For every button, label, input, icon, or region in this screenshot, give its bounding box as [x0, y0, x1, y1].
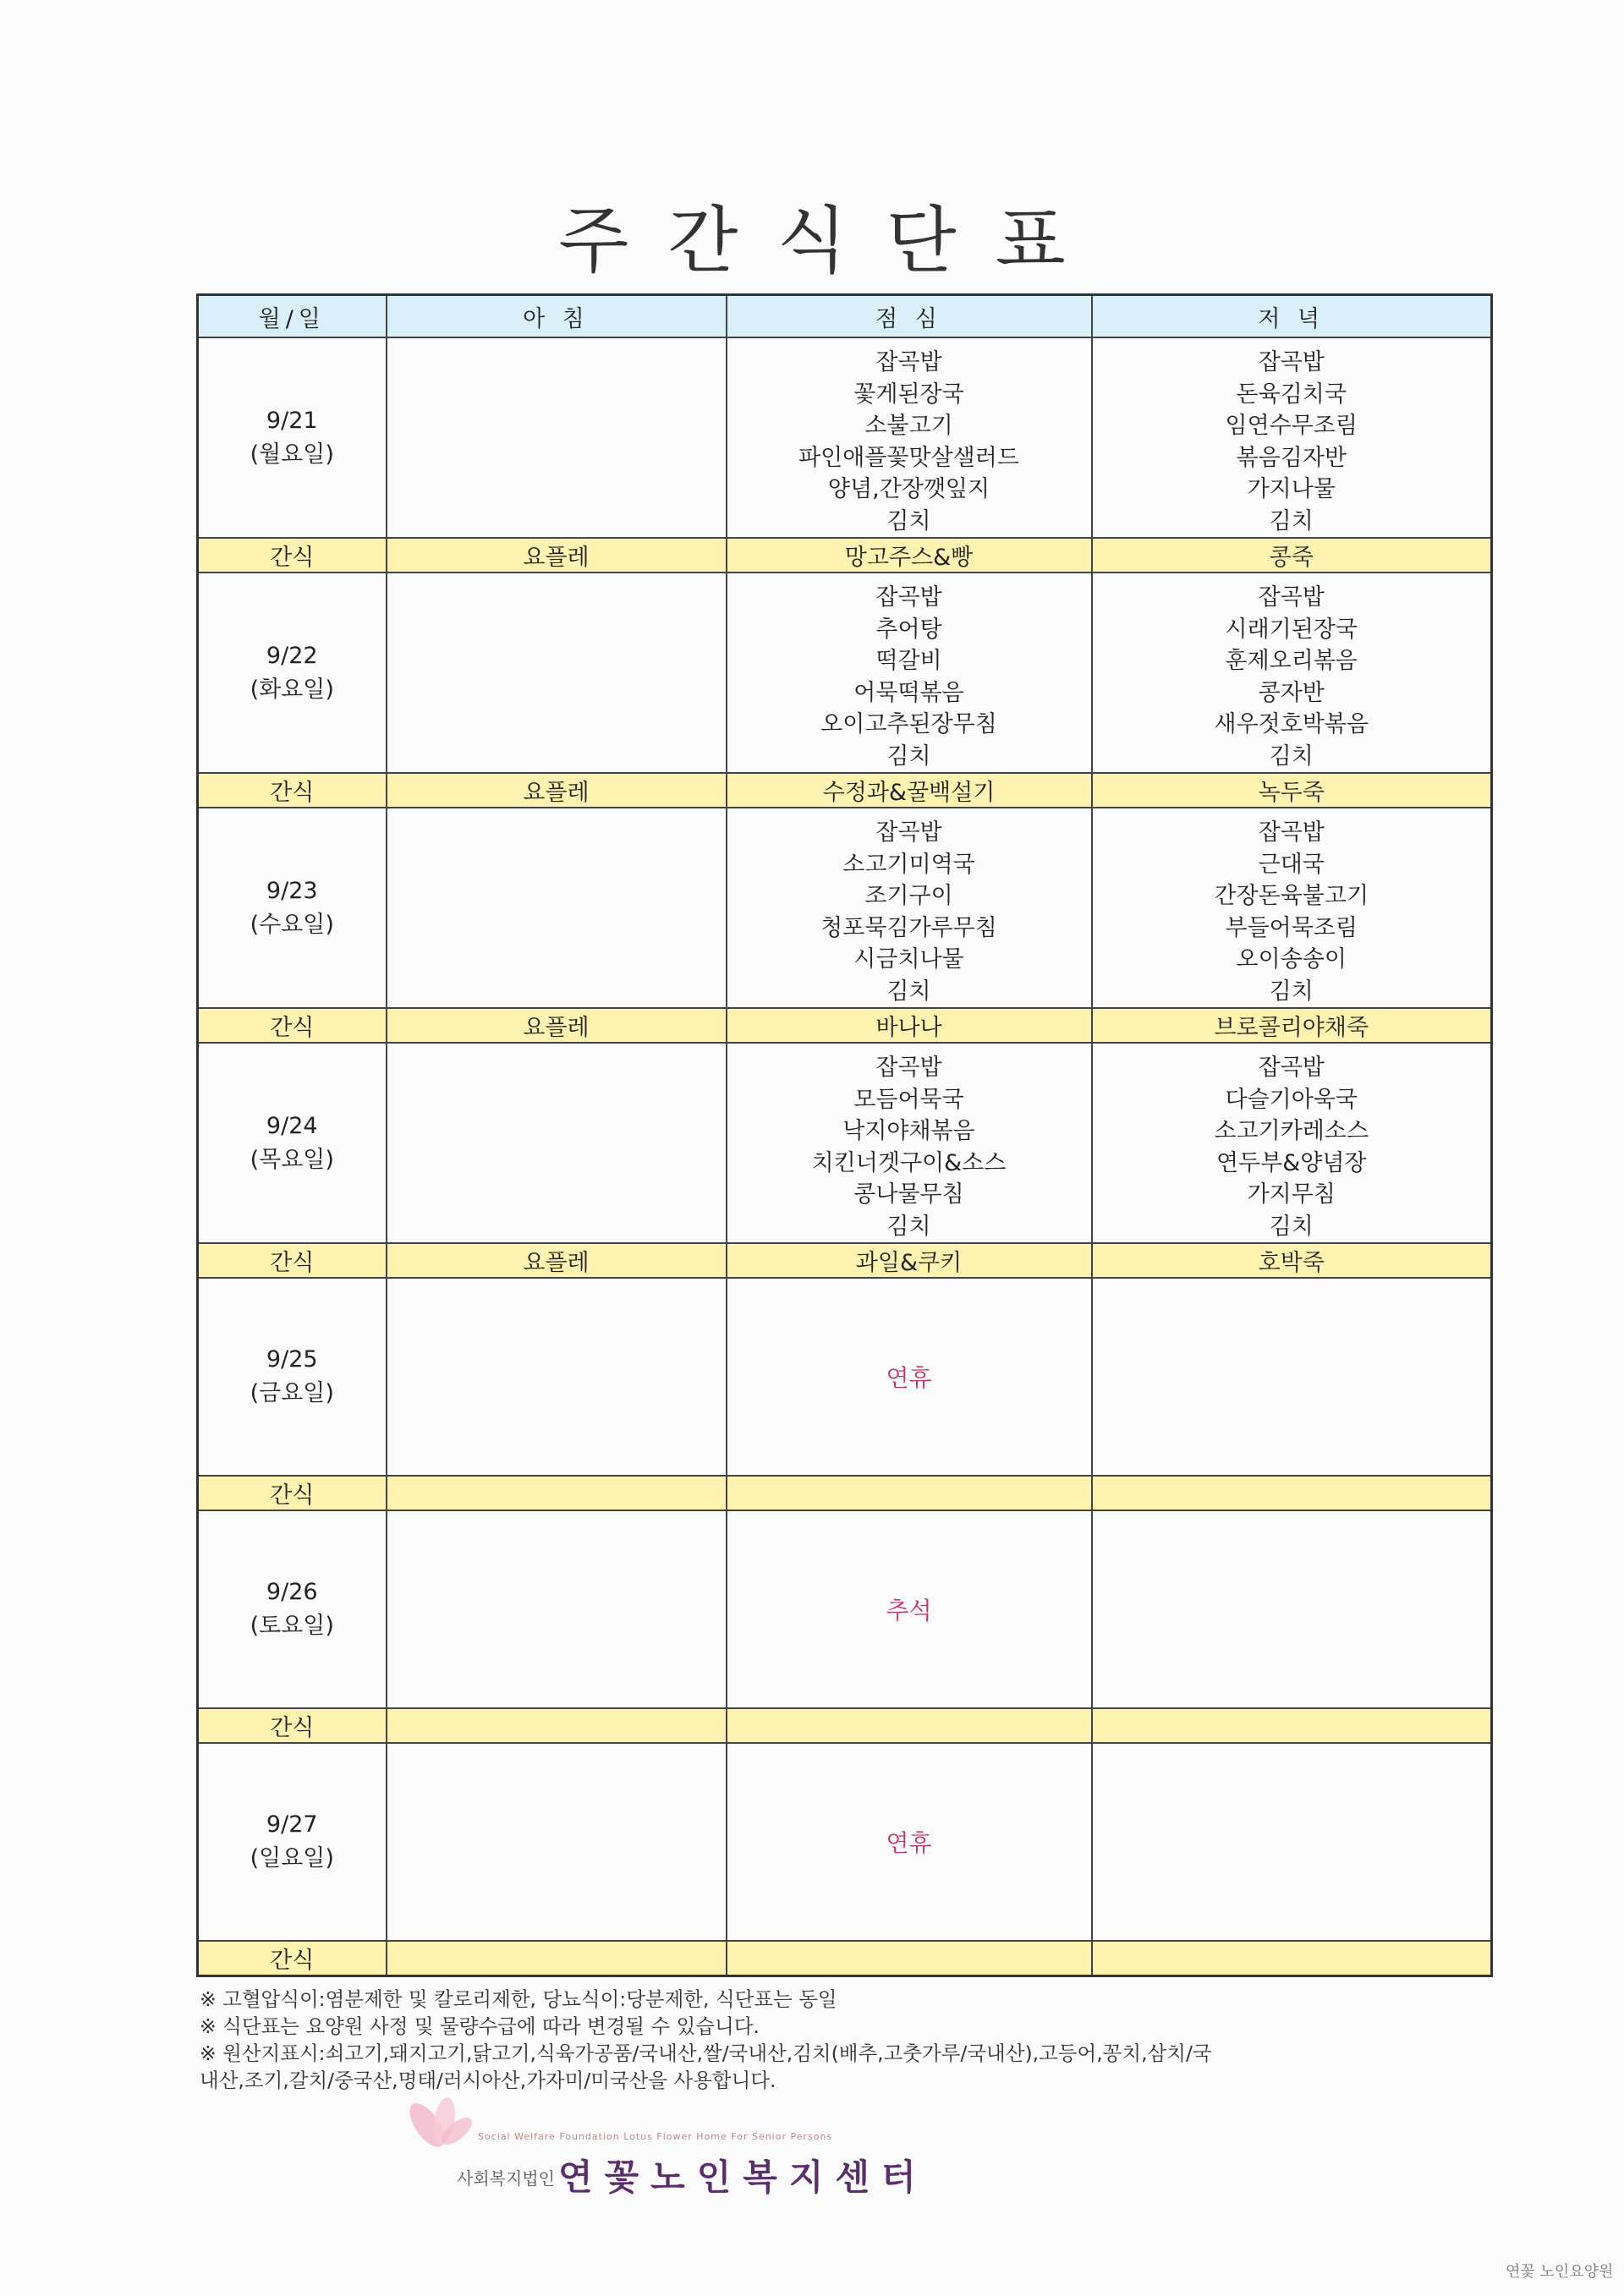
- snack-label: 간식: [198, 1243, 387, 1278]
- snack-row: [198, 1243, 1492, 1278]
- logo-corp-text: 사회복지법인: [457, 2168, 555, 2189]
- date-text: 9/25: [266, 1346, 318, 1373]
- date-cell: [198, 573, 387, 773]
- snack-dinner: 콩죽: [1092, 538, 1492, 573]
- menu-item: 잡곡밥: [1258, 1055, 1325, 1081]
- menu-item: 김치: [886, 1213, 931, 1240]
- note-line: ※ 고혈압식이:염분제한 및 칼로리제한, 당뇨식이:당분제한, 식단표는 동일: [200, 1987, 837, 2011]
- date-text: 9/24: [266, 1112, 318, 1139]
- dinner-cell: [1092, 1510, 1492, 1708]
- lunch-cell: [727, 808, 1092, 1008]
- menu-item: 김치: [886, 507, 931, 534]
- menu-item: 간장돈육불고기: [1214, 883, 1369, 909]
- snack-dinner: 호박죽: [1092, 1243, 1492, 1278]
- day-row: [198, 1278, 1492, 1476]
- weekday-text: (월요일): [250, 441, 334, 468]
- date-cell: [198, 1278, 387, 1476]
- menu-item: 김치: [886, 978, 931, 1005]
- menu-item: 시금치나물: [853, 946, 964, 973]
- snack-lunch: [727, 1476, 1092, 1510]
- header-lunch: 점 심: [727, 295, 1092, 338]
- day-row: [198, 808, 1492, 1008]
- menu-item: 오이고추된장무침: [820, 711, 997, 737]
- day-row: [198, 1043, 1492, 1243]
- dinner-cell: [1092, 808, 1492, 1008]
- snack-row: [198, 773, 1492, 808]
- header-dinner: 저 녁: [1092, 295, 1492, 338]
- dinner-cell: [1092, 1043, 1492, 1243]
- snack-lunch: 과일&쿠키: [727, 1243, 1092, 1278]
- menu-item: 치킨너겟구이&소스: [811, 1149, 1007, 1176]
- menu-item: 잡곡밥: [875, 349, 942, 375]
- snack-lunch: 수정과&꿀백설기: [727, 773, 1092, 808]
- snack-row: [198, 1941, 1492, 1976]
- day-row: [198, 1510, 1492, 1708]
- logo-org-name: 연꽃노인복지센터: [558, 2156, 928, 2198]
- snack-breakfast: [387, 1708, 727, 1743]
- lunch-cell: [727, 337, 1092, 538]
- menu-item: 양념,간장깻잎지: [827, 476, 990, 502]
- weekly-menu-table: [196, 293, 1493, 1977]
- snack-breakfast: [387, 1476, 727, 1510]
- menu-item: 돈육김치국: [1236, 381, 1347, 408]
- lunch-cell: [727, 573, 1092, 773]
- holiday-label: 연휴: [886, 1829, 932, 1857]
- note-line: ※ 식단표는 요양원 사정 및 물량수급에 따라 변경될 수 있습니다.: [200, 2014, 760, 2038]
- lunch-cell: [727, 1043, 1092, 1243]
- menu-item: 낙지야채볶음: [842, 1118, 975, 1144]
- dinner-cell: [1092, 1278, 1492, 1476]
- snack-dinner: 브로콜리야채죽: [1092, 1008, 1492, 1043]
- logo-english-text: Social Welfare Foundation Lotus Flower Home For Senior Persons: [478, 2131, 833, 2142]
- snack-lunch: 망고주스&빵: [727, 538, 1092, 573]
- day-row: [198, 573, 1492, 773]
- snack-label: 간식: [198, 1476, 387, 1510]
- note-line: 내산,조기,갈치/중국산,명태/러시아산,가자미/미국산을 사용합니다.: [200, 2069, 776, 2092]
- snack-dinner: [1092, 1708, 1492, 1743]
- menu-item: 소고기카레소스: [1214, 1118, 1369, 1144]
- breakfast-cell: [387, 808, 727, 1008]
- menu-item: 가지무침: [1247, 1181, 1336, 1208]
- snack-dinner: [1092, 1476, 1492, 1510]
- menu-item: 떡갈비: [875, 648, 942, 674]
- snack-breakfast: 요플레: [387, 1008, 727, 1043]
- menu-item: 소불고기: [864, 413, 953, 439]
- snack-dinner: [1092, 1941, 1492, 1976]
- weekday-text: (토요일): [250, 1613, 334, 1639]
- menu-item: 모듬어묵국: [853, 1086, 964, 1113]
- menu-item: 근대국: [1258, 851, 1325, 878]
- date-text: 9/27: [266, 1811, 318, 1838]
- snack-row: [198, 1008, 1492, 1043]
- date-cell: [198, 808, 387, 1008]
- breakfast-cell: [387, 1043, 727, 1243]
- dinner-cell: [1092, 573, 1492, 773]
- weekday-text: (일요일): [250, 1845, 334, 1871]
- date-cell: [198, 1743, 387, 1941]
- footnotes: [200, 1986, 1502, 2094]
- table-header-row: [198, 295, 1492, 338]
- menu-item: 오이송송이: [1236, 946, 1347, 973]
- menu-item: 파인애플꽃맛살샐러드: [798, 444, 1019, 471]
- breakfast-cell: [387, 1743, 727, 1941]
- snack-row: [198, 1708, 1492, 1743]
- weekday-text: (화요일): [250, 676, 334, 703]
- date-text: 9/22: [266, 642, 318, 669]
- snack-label: 간식: [198, 1941, 387, 1976]
- snack-lunch: [727, 1708, 1092, 1743]
- menu-item: 김치: [1269, 507, 1314, 534]
- menu-item: 콩자반: [1258, 679, 1325, 706]
- snack-breakfast: [387, 1941, 727, 1976]
- menu-item: 새우젓호박볶음: [1214, 711, 1369, 737]
- lunch-cell: [727, 1278, 1092, 1476]
- menu-item: 잡곡밥: [875, 584, 942, 611]
- holiday-label: 추석: [886, 1597, 932, 1625]
- breakfast-cell: [387, 1510, 727, 1708]
- menu-item: 잡곡밥: [1258, 819, 1325, 846]
- table-body: [198, 337, 1492, 1976]
- date-cell: [198, 1043, 387, 1243]
- day-row: [198, 1743, 1492, 1941]
- breakfast-cell: [387, 337, 727, 538]
- corner-watermark: 연꽃 노인요양원: [1506, 2263, 1614, 2281]
- weekday-text: (목요일): [250, 1146, 334, 1173]
- breakfast-cell: [387, 1278, 727, 1476]
- dinner-cell: [1092, 337, 1492, 538]
- menu-item: 콩나물무침: [853, 1181, 964, 1208]
- snack-breakfast: 요플레: [387, 773, 727, 808]
- snack-row: [198, 1476, 1492, 1510]
- holiday-label: 연휴: [886, 1364, 932, 1392]
- note-line: ※ 원산지표시:쇠고기,돼지고기,닭고기,식육가공품/국내산,쌀/국내산,김치(배추,고춧가루/국내산),고등어,꽁치,삼치/국: [200, 2041, 1212, 2065]
- date-text: 9/21: [266, 407, 318, 434]
- snack-label: 간식: [198, 1708, 387, 1743]
- menu-item: 김치: [1269, 1213, 1314, 1240]
- weekday-text: (금요일): [250, 1380, 334, 1406]
- snack-label: 간식: [198, 1008, 387, 1043]
- menu-item: 연두부&양념장: [1215, 1149, 1367, 1176]
- snack-label: 간식: [198, 773, 387, 808]
- date-cell: [198, 1510, 387, 1708]
- menu-item: 잡곡밥: [1258, 349, 1325, 375]
- menu-item: 조기구이: [864, 883, 953, 909]
- menu-item: 김치: [1269, 743, 1314, 770]
- lunch-cell: [727, 1510, 1092, 1708]
- lotus-logo-icon: [398, 2096, 482, 2155]
- menu-item: 김치: [886, 743, 931, 770]
- header-date: 월/일: [198, 295, 387, 338]
- header-breakfast: 아 침: [387, 295, 727, 338]
- date-text: 9/26: [266, 1579, 318, 1605]
- snack-breakfast: 요플레: [387, 538, 727, 573]
- snack-row: [198, 538, 1492, 573]
- snack-lunch: 바나나: [727, 1008, 1092, 1043]
- menu-item: 가지나물: [1247, 476, 1336, 502]
- lunch-cell: [727, 1743, 1092, 1941]
- page-title: 주간식단표: [558, 199, 1105, 283]
- menu-item: 볶음김자반: [1236, 444, 1347, 471]
- menu-item: 어묵떡볶음: [853, 679, 964, 706]
- organization-logo: [398, 2096, 1125, 2198]
- snack-dinner: 녹두죽: [1092, 773, 1492, 808]
- breakfast-cell: [387, 573, 727, 773]
- date-text: 9/23: [266, 877, 318, 904]
- snack-label: 간식: [198, 538, 387, 573]
- menu-item: 잡곡밥: [1258, 584, 1325, 611]
- menu-item: 청포묵김가루무침: [820, 914, 997, 941]
- dinner-cell: [1092, 1743, 1492, 1941]
- menu-item: 잡곡밥: [875, 819, 942, 846]
- menu-item: 다슬기아욱국: [1225, 1086, 1358, 1113]
- menu-item: 소고기미역국: [842, 851, 975, 878]
- menu-item: 임연수무조림: [1225, 413, 1358, 439]
- menu-item: 꽃게된장국: [853, 381, 964, 408]
- menu-item: 시래기된장국: [1225, 616, 1358, 643]
- menu-item: 훈제오리볶음: [1225, 648, 1358, 674]
- menu-item: 잡곡밥: [875, 1055, 942, 1081]
- menu-item: 김치: [1269, 978, 1314, 1005]
- snack-breakfast: 요플레: [387, 1243, 727, 1278]
- date-cell: [198, 337, 387, 538]
- day-row: [198, 337, 1492, 538]
- snack-lunch: [727, 1941, 1092, 1976]
- weekday-text: (수요일): [250, 911, 334, 938]
- menu-item: 부들어묵조림: [1225, 914, 1358, 941]
- menu-item: 추어탕: [875, 616, 942, 643]
